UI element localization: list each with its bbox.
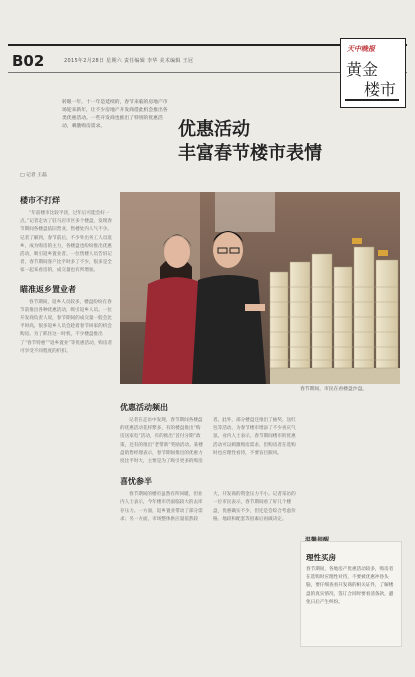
left-column	[20, 189, 114, 356]
section-body: 春节期间的楼市虽然有所回暖，但业内人士表示，今年楼市仍面临较大的去库存压力。一方面，返乡置业带动了部分需求；另一方面，市场整体供应量依然较大，开发商的资金压力不小。记者采访的一位市民表示，春节期间看了好几个楼盘，优惠确实不少，但还是会综合考虑价格、地段和配套等因素后再做决定。	[120, 492, 296, 522]
section-title: 优惠活动频出	[120, 402, 168, 412]
section-title-part1: 黄金	[346, 60, 379, 79]
section-body: “年前楼市比较平淡，过年后可能会好一点。”记者走访了驻马店市区多个楼盘，发现春节期间各楼盘依旧营业，售楼处内人气不少。记者了解到，春节前后，不少外出务工人员返乡，成为购房的主力，各楼盘也纷纷推出优惠活动，吸引返乡置业者。一位售楼人员告诉记者，春节期间客户比平时多了不少，很多是全家一起来看房的，成交量也有所增加。	[20, 211, 112, 274]
section-title-part2: 楼市	[364, 80, 397, 99]
article-byline: □ 记者 王磊	[20, 173, 47, 178]
page-number: B02	[12, 52, 45, 70]
article-photo	[120, 192, 400, 384]
middle-column	[120, 396, 298, 524]
note-text: 春节期间，各地房产优惠活动较多，购房者在选购时应理性对待，不要被优惠冲昏头脑，要仔细查看开发商的相关证件，了解楼盘的真实情况，签订合同时要看清条款，避免日后产生纠纷。	[306, 567, 394, 605]
article-intro: 转眼一年，十一年是延续的，春节来临的房地产市场迎来新年，让不少房地产开发商借此机会推出各类优惠活动。一些开发商也推出了特别的优惠活动，刺激购房需求。	[62, 100, 168, 130]
section-body: 记者在走访中发现，春节期间各楼盘的优惠活动花样繁多，有的楼盘推出“购房送家电”活动，有的推出“首付分期”政策，还有的推出“老带新”奖励活动。某楼盘销售经理表示，春节期间推出的优惠力度比平时大，主要是为了吸引更多的购房者。此外，部分楼盘还推出了抽奖、送红包等活动，为春节楼市增添了不少喜庆气氛。业内人士表示，春节期间楼市的优惠活动可以刺激购房需求，但购房者在选购时也应理性看待，不要盲目跟风。	[120, 418, 296, 465]
photo-caption: 春节期间，市民在看楼盘沙盘。	[300, 387, 368, 392]
showroom-photo	[120, 192, 400, 384]
section-title: 喜忧参半	[120, 476, 152, 487]
section-title: 瞄准返乡置业者	[20, 283, 76, 294]
section-body: 春节期间，返乡人员较多，楼盘纷纷在春节前推出各种优惠活动，吸引返乡人员。一位开发商负责人说，春节期间的成交量一般会比平时高，很多返乡人员会趁着春节回家的机会购房。为了抓住这一时机，不少楼盘推出了“春节特惠”“返乡置业”等优惠活动，购房者可享受不同程度的折扣。	[20, 299, 113, 354]
headline-line-2: 丰富春节楼市表情	[178, 143, 322, 164]
rubric-bar	[345, 99, 399, 101]
newspaper-brand: 天中晚报	[347, 44, 375, 53]
section-rubric	[340, 38, 406, 108]
section-title: 楼市不打烊	[20, 195, 60, 205]
note-title: 理性买房	[306, 553, 336, 562]
headline-line-1: 优惠活动	[178, 119, 250, 140]
header-info: 2015年2月28日 星期六 责任编辑 李华 美术编辑 王冠	[64, 58, 194, 64]
article-headline	[178, 118, 348, 166]
